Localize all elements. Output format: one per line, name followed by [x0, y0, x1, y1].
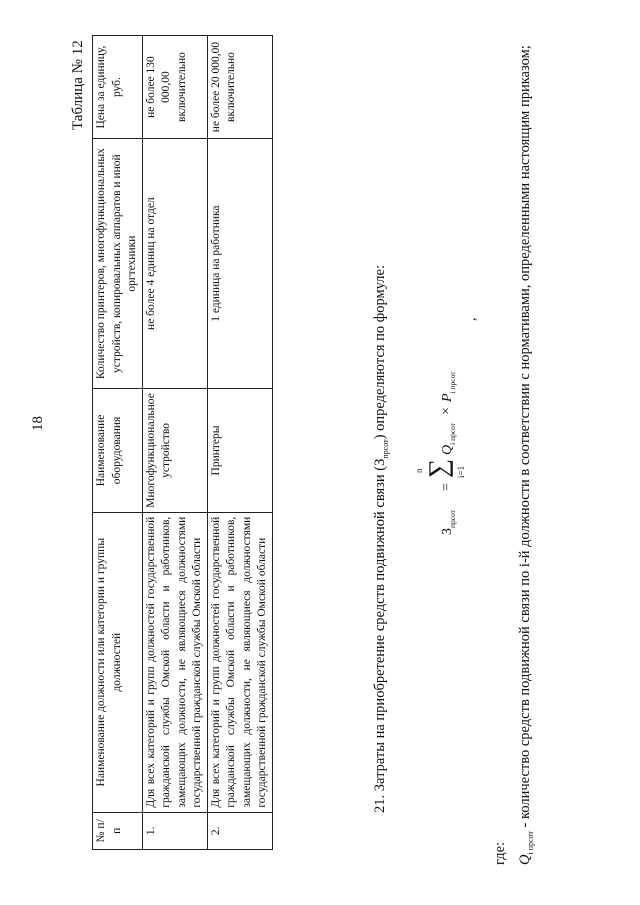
- header-quantity: Количество принтеров, многофункциональных устройств, копировальных аппаратов и иной оргтехники: [93, 139, 143, 389]
- paragraph-symbol: З: [372, 458, 388, 466]
- formula-equals: =: [439, 483, 454, 491]
- header-price: Цена за единицу, руб.: [93, 36, 143, 139]
- table-row: [142, 36, 207, 850]
- row-quantity: 1 единица на работника: [207, 139, 272, 389]
- formula-sum-bottom: i=1: [456, 465, 466, 478]
- formula-sum-sign: ∑: [423, 458, 453, 478]
- row-position: Для всех категорий и групп должностей государственной гражданской службы Омской области и работников, замещающих должности, не являющиеся должностями государственной гражданской службы Омской области: [207, 512, 272, 812]
- paragraph-text-after: ) определяются по формуле:: [372, 265, 388, 440]
- formula-q: $Q_{i прсот}$: [440, 422, 457, 455]
- row-equipment: Многофункциональное устройство: [142, 389, 207, 513]
- row-quantity: не более 4 единиц на отдел: [142, 139, 207, 389]
- formula: [404, 305, 490, 535]
- header-equipment: Наименование оборудования: [93, 389, 143, 513]
- table-header-row: [93, 36, 143, 850]
- header-position: Наименование должности или категории и группы должностей: [93, 512, 143, 812]
- where-label: где:: [492, 841, 508, 865]
- equipment-table: [92, 35, 273, 850]
- row-num: 2.: [207, 812, 272, 849]
- row-price: не более 130 000,00 включительно: [142, 36, 207, 139]
- formula-p: $P_{i прсот}$: [440, 371, 457, 402]
- row-price: не более 20 000,00 включительно: [207, 36, 272, 139]
- row-equipment: Принтеры: [207, 389, 272, 513]
- row-position: Для всех категорий и групп должностей государственной гражданской службы Омской области и работников, замещающих должности, не являющиеся должностями государственной гражданской службы Омской области: [142, 512, 207, 812]
- q-definition: [514, 45, 542, 865]
- table-caption: Таблица № 12: [70, 40, 86, 130]
- row-num: 1.: [142, 812, 207, 849]
- page-number: 18: [30, 416, 46, 431]
- paragraph-symbol-sub: прсот: [380, 439, 390, 459]
- header-num: № п/п: [93, 812, 143, 849]
- formula-comma: ,: [464, 317, 479, 321]
- q-symbol-sub: i прсот: [525, 831, 535, 855]
- formula-times: ×: [439, 407, 454, 415]
- formula-lhs: $З_{прсот}$: [440, 509, 457, 535]
- table-row: [207, 36, 272, 850]
- q-definition-text: - количество средств подвижной связи по i-й должности в соответствии с нормативами, определенными настоящим приказом;: [517, 45, 533, 832]
- paragraph-text-before: 21. Затраты на приобретение средств подвижной связи (: [372, 465, 388, 813]
- formula-sum-top: n: [414, 468, 424, 473]
- q-symbol: Q: [517, 854, 533, 865]
- paragraph-21: [372, 265, 390, 813]
